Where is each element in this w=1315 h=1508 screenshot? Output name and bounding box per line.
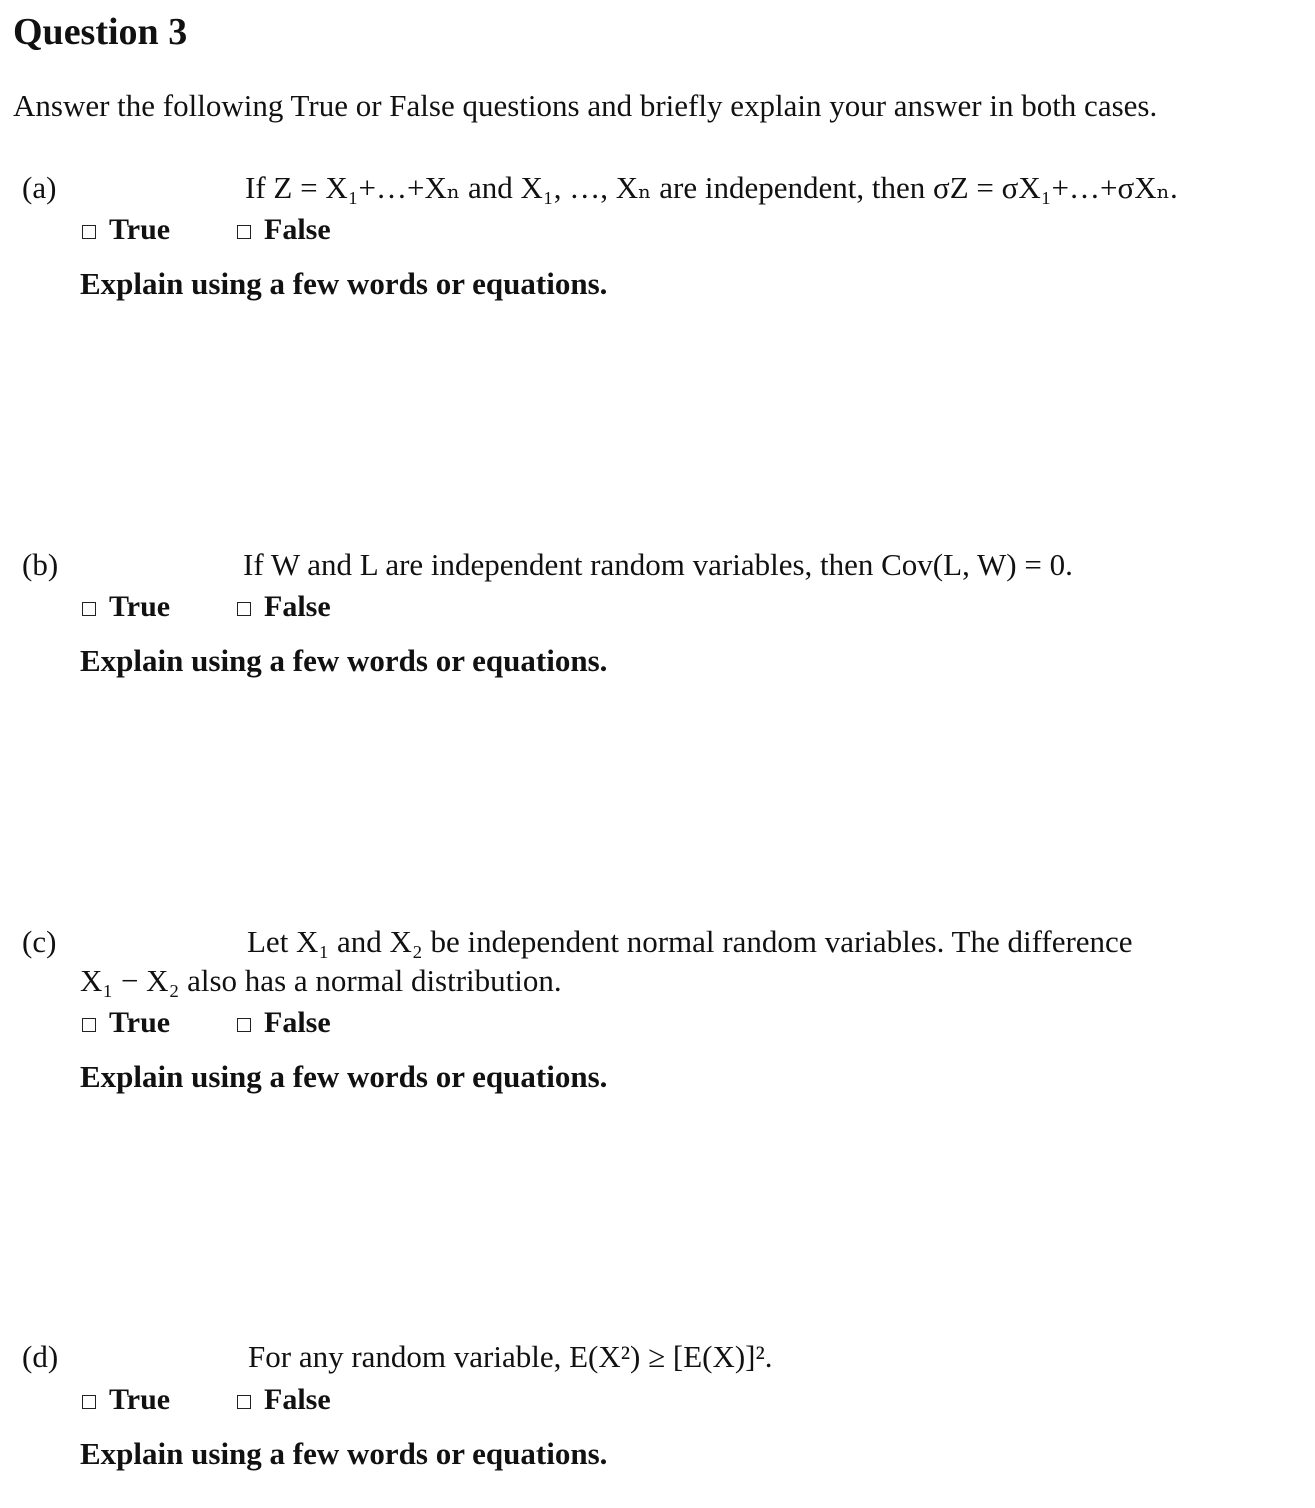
part-d-true-label: True — [109, 1383, 171, 1416]
part-a-explain-prompt: Explain using a few words or equations. — [80, 266, 608, 301]
part-a-statement: If Z = X₁+…+Xₙ and X₁, …, Xₙ are independent, then σZ = σX₁+…+σXₙ. — [245, 170, 1178, 205]
part-d-statement: For any random variable, E(X²) ≥ [E(X)]². — [248, 1339, 773, 1374]
part-a-true-option[interactable] — [82, 213, 170, 247]
part-a-false-option[interactable] — [237, 213, 331, 247]
part-b-false-checkbox[interactable] — [237, 602, 251, 616]
part-d-false-option[interactable] — [237, 1383, 331, 1417]
part-b-true-checkbox[interactable] — [82, 602, 96, 616]
part-b-explain-prompt: Explain using a few words or equations. — [80, 643, 608, 678]
part-d-false-checkbox[interactable] — [237, 1395, 251, 1409]
instructions: Answer the following True or False questions and briefly explain your answer in both cases. — [13, 88, 1158, 123]
part-a-false-checkbox[interactable] — [237, 225, 251, 239]
question-title: Question 3 — [13, 11, 188, 53]
part-b-statement: If W and L are independent random variables, then Cov(L, W) = 0. — [243, 547, 1073, 582]
part-c-label: (c) — [22, 924, 57, 959]
part-c-false-option[interactable] — [237, 1006, 331, 1040]
part-c-true-checkbox[interactable] — [82, 1018, 96, 1032]
part-c-false-label: False — [264, 1006, 331, 1039]
part-c-true-label: True — [109, 1006, 171, 1039]
part-a-false-label: False — [264, 213, 331, 246]
part-b-true-label: True — [109, 590, 171, 623]
part-c-false-checkbox[interactable] — [237, 1018, 251, 1032]
part-c-statement: Let X₁ and X₂ be independent normal random variables. The difference — [247, 924, 1133, 959]
part-c-statement-continued: X₁ − X₂ also has a normal distribution. — [80, 963, 562, 998]
part-d-explain-prompt: Explain using a few words or equations. — [80, 1436, 608, 1471]
part-a-true-checkbox[interactable] — [82, 225, 96, 239]
part-b-false-label: False — [264, 590, 331, 623]
part-d-true-checkbox[interactable] — [82, 1395, 96, 1409]
part-b-label: (b) — [22, 547, 59, 582]
part-a-true-label: True — [109, 213, 171, 246]
part-d-true-option[interactable] — [82, 1383, 170, 1417]
part-a-label: (a) — [22, 170, 57, 205]
part-d-false-label: False — [264, 1383, 331, 1416]
part-d-label: (d) — [22, 1339, 59, 1374]
part-c-explain-prompt: Explain using a few words or equations. — [80, 1059, 608, 1094]
part-c-true-option[interactable] — [82, 1006, 170, 1040]
part-b-true-option[interactable] — [82, 590, 170, 624]
part-b-false-option[interactable] — [237, 590, 331, 624]
